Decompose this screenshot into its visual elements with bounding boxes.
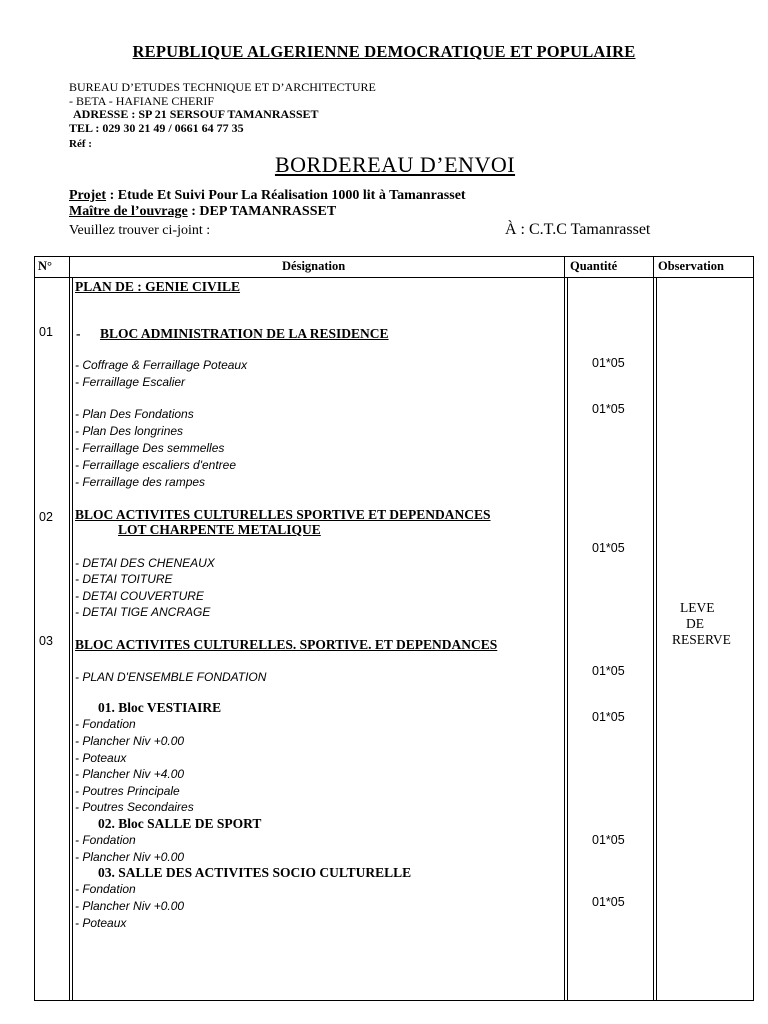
list-item: - Plancher Niv +0.00 <box>75 850 185 864</box>
list-item: - DETAI TOITURE <box>75 572 173 586</box>
owner-line <box>69 204 336 220</box>
recipient: À : C.T.C Tamanrasset <box>505 221 651 238</box>
list-item: - DETAI DES CHENEAUX <box>75 556 215 570</box>
observation-line: DE <box>686 616 704 631</box>
document-title: BORDEREAU D’ENVOI <box>274 152 516 177</box>
list-item: - Ferraillage Des semmelles <box>75 441 225 455</box>
quantity-cell: 01*05 <box>592 541 625 555</box>
block2-title: BLOC ACTIVITES CULTURELLES SPORTIVE ET DEPENDANCES <box>75 507 491 522</box>
country-heading: REPUBLIQUE ALGERIENNE DEMOCRATIQUE ET POPULAIRE <box>132 42 636 61</box>
header-designation: Désignation <box>282 259 346 273</box>
list-item: - Fondation <box>75 882 136 896</box>
header-quantity: Quantité <box>570 259 618 273</box>
quantity-cell: 01*05 <box>592 833 625 847</box>
row-number-01: 01 <box>39 325 53 339</box>
list-item: - Poteaux <box>75 751 127 765</box>
block1-title: BLOC ADMINISTRATION DE LA RESIDENCE <box>100 326 389 341</box>
owner-value: : DEP TAMANRASSET <box>187 204 337 219</box>
sub1-title: 01. Bloc VESTIAIRE <box>98 700 222 715</box>
list-item: - Ferraillage escaliers d'entree <box>75 458 237 472</box>
project-label: Projet <box>69 188 107 203</box>
sub2-title: 02. Bloc SALLE DE SPORT <box>98 816 262 831</box>
owner-label: Maître de l’ouvrage <box>69 204 188 219</box>
reference-label: Réf : <box>69 138 92 150</box>
row-number-02: 02 <box>39 510 53 524</box>
office-name: BUREAU D’ETUDES TECHNIQUE ET D’ARCHITECTURE <box>69 80 376 94</box>
block1-dash: - <box>76 326 81 341</box>
list-item: - Plan Des Fondations <box>75 407 194 421</box>
list-item: - Poteaux <box>75 916 127 930</box>
sub3-title: 03. SALLE DES ACTIVITES SOCIO CULTURELLE <box>98 865 412 880</box>
list-item: - Ferraillage des rampes <box>75 475 206 489</box>
quantity-cell: 01*05 <box>592 664 625 678</box>
project-value: : Etude Et Suivi Pour La Réalisation 1000 lit à Tamanrasset <box>106 188 466 203</box>
list-item: - Coffrage & Ferraillage Poteaux <box>75 358 248 372</box>
list-item: - Plancher Niv +4.00 <box>75 767 185 781</box>
plan-title: PLAN DE : GENIE CIVILE <box>75 279 241 294</box>
header-number: N° <box>38 259 53 273</box>
office-owner: - BETA - HAFIANE CHERIF <box>69 94 215 108</box>
office-phone: TEL : 029 30 21 49 / 0661 64 77 35 <box>69 121 244 135</box>
list-item: - PLAN D'ENSEMBLE FONDATION <box>75 670 267 684</box>
quantity-cell: 01*05 <box>592 402 625 416</box>
list-item: - Poutres Principale <box>75 784 180 798</box>
project-line <box>69 188 466 204</box>
list-item: - Fondation <box>75 833 136 847</box>
list-item: - Plancher Niv +0.00 <box>75 734 185 748</box>
enclosed-note: Veuillez trouver ci-joint : <box>69 223 211 238</box>
quantity-cell: 01*05 <box>592 895 625 909</box>
list-item: - Plan Des longrines <box>75 424 184 438</box>
header-observation: Observation <box>658 259 724 273</box>
list-item: - Ferraillage Escalier <box>75 375 186 389</box>
row-number-03: 03 <box>39 634 53 648</box>
quantity-cell: 01*05 <box>592 710 625 724</box>
block3-title: BLOC ACTIVITES CULTURELLES. SPORTIVE. ET DEPENDANCES <box>75 637 498 652</box>
observation-line: RESERVE <box>672 632 731 647</box>
block2-subtitle: LOT CHARPENTE METALIQUE <box>118 522 321 537</box>
list-item: - Poutres Secondaires <box>75 800 194 814</box>
quantity-cell: 01*05 <box>592 356 625 370</box>
list-item: - Plancher Niv +0.00 <box>75 899 185 913</box>
list-item: - DETAI COUVERTURE <box>75 589 204 603</box>
observation-line: LEVE <box>680 600 715 615</box>
office-address: ADRESSE : SP 21 SERSOUF TAMANRASSET <box>73 107 319 121</box>
list-item: - Fondation <box>75 717 136 731</box>
list-item: - DETAI TIGE ANCRAGE <box>75 605 211 619</box>
